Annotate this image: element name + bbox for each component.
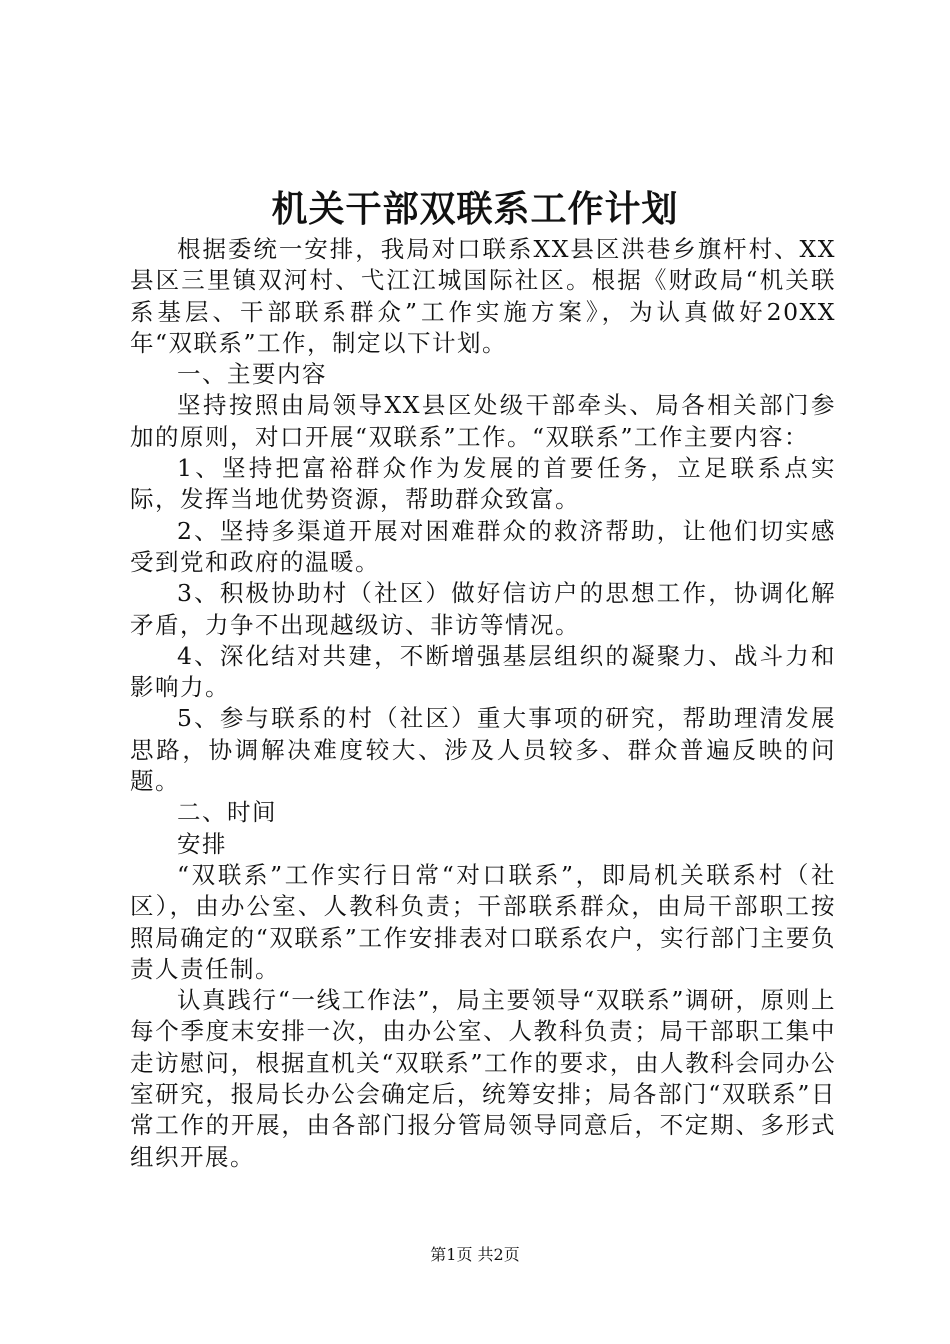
list-item-2: 2、坚持多渠道开展对困难群众的救济帮助，让他们切实感受到党和政府的温暖。 bbox=[130, 516, 836, 576]
list-item-5: 5、参与联系的村（社区）重大事项的研究，帮助理清发展思路，协调解决难度较大、涉及人员较多、群众普遍反映的问题。 bbox=[130, 704, 836, 796]
paragraph-daily-contact: “双联系”工作实行日常“对口联系”，即局机关联系村（社区），由办公室、人教科负责；干部联系群众，由局干部职工按照局确定的“双联系”工作安排表对口联系农户，实行部门主要负责人责任制。 bbox=[130, 860, 836, 983]
section-heading-arrangement: 安排 bbox=[177, 829, 227, 858]
paragraph-intro: 根据委统一安排，我局对口联系XX县区洪巷乡旗杆村、XX县区三里镇双河村、弋江江城国际社区。根据《财政局“机关联系基层、干部联系群众”工作实施方案》，为认真做好20XX年“双联系”工作，制定以下计划。 bbox=[130, 235, 836, 357]
paragraph-principle: 坚持按照由局领导XX县区处级干部牵头、局各相关部门参加的原则，对口开展“双联系”工作。“双联系”工作主要内容： bbox=[130, 391, 836, 451]
section-heading-time: 二、时间 bbox=[177, 798, 277, 827]
list-item-4: 4、深化结对共建，不断增强基层组织的凝聚力、战斗力和影响力。 bbox=[130, 641, 836, 702]
section-heading-main-content: 一、主要内容 bbox=[177, 360, 327, 389]
document-title: 机关干部双联系工作计划 bbox=[271, 188, 679, 230]
paragraph-frontline-method: 认真践行“一线工作法”，局主要领导“双联系”调研，原则上每个季度末安排一次，由办公室、人教科负责；局干部职工集中走访慰问，根据直机关“双联系”工作的要求，由人教科会同办公室研究，报局长办公会确定后，统筹安排；局各部门“双联系”日常工作的开展，由各部门报分管局领导同意后，不定期、多形式组织开展。 bbox=[130, 986, 836, 1171]
list-item-1: 1、坚持把富裕群众作为发展的首要任务，立足联系点实际，发挥当地优势资源，帮助群众致富。 bbox=[130, 454, 836, 514]
page-footer: 第1页 共2页 bbox=[430, 1245, 520, 1264]
list-item-3: 3、积极协助村（社区）做好信访户的思想工作，协调化解矛盾，力争不出现越级访、非访等情况。 bbox=[130, 579, 836, 639]
document-body bbox=[130, 234, 836, 1173]
